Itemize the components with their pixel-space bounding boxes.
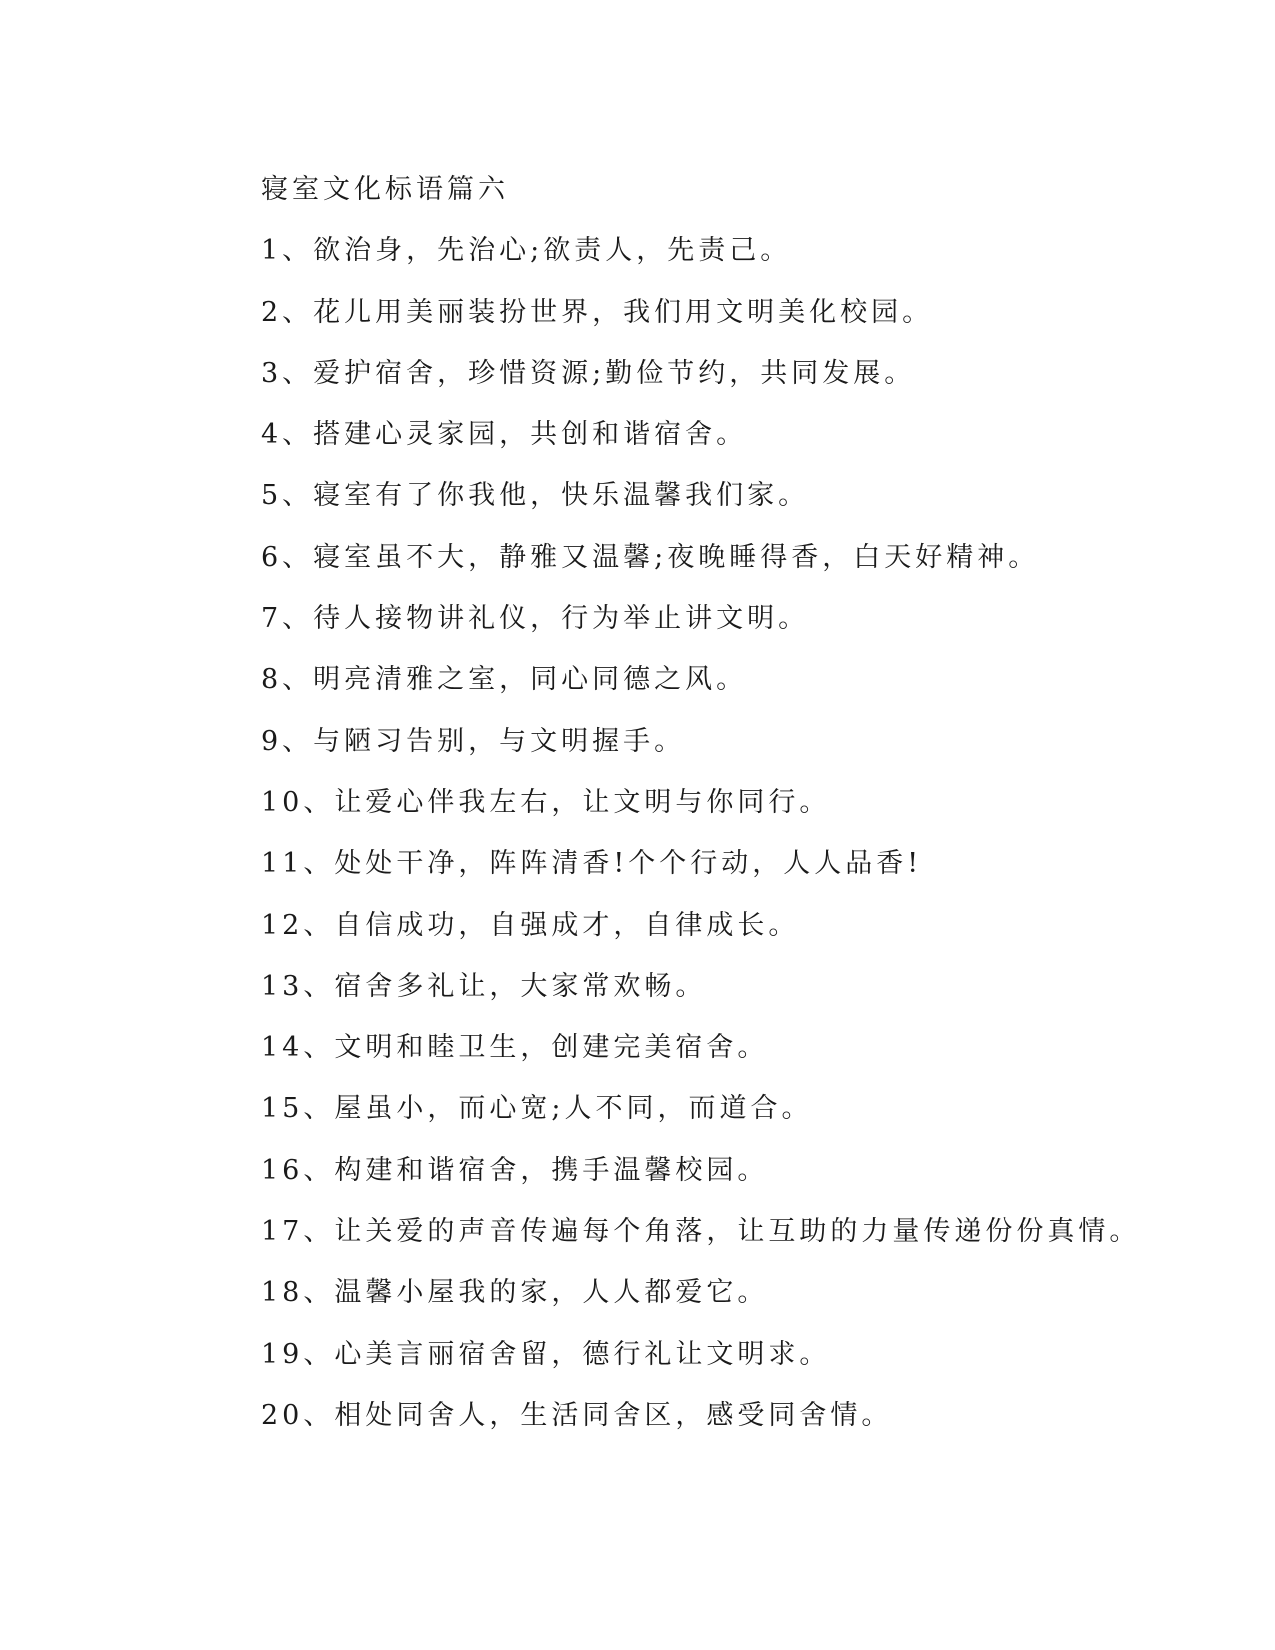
slogan-item: 13、宿舍多礼让，大家常欢畅。: [261, 970, 707, 1002]
slogan-item: 12、自信成功，自强成才，自律成长。: [261, 909, 800, 941]
slogan-item: 18、温馨小屋我的家，人人都爱它。: [261, 1277, 769, 1309]
slogan-item: 4、搭建心灵家园，共创和谐宿舍。: [261, 419, 748, 451]
slogan-item: 2、花儿用美丽装扮世界，我们用文明美化校园。: [261, 296, 934, 328]
slogan-item: 8、明亮清雅之室，同心同德之风。: [261, 664, 748, 696]
slogan-item: 1、欲治身，先治心;欲责人，先责己。: [261, 235, 792, 267]
slogan-item: 3、爱护宿舍，珍惜资源;勤俭节约，共同发展。: [261, 357, 916, 389]
slogan-item: 5、寝室有了你我他，快乐温馨我们家。: [261, 480, 810, 512]
document-title: 寝室文化标语篇六: [261, 174, 509, 205]
slogan-item: 20、相处同舍人，生活同舍区，感受同舍情。: [261, 1399, 893, 1431]
slogan-item: 10、让爱心伴我左右，让文明与你同行。: [261, 786, 831, 818]
slogan-item: 19、心美言丽宿舍留，德行礼让文明求。: [261, 1338, 831, 1370]
slogan-item: 9、与陋习告别，与文明握手。: [261, 725, 686, 757]
document-body: [261, 166, 1141, 1453]
slogan-item: 7、待人接物讲礼仪，行为举止讲文明。: [261, 603, 810, 635]
slogan-item: 16、构建和谐宿舍，携手温馨校园。: [261, 1154, 769, 1186]
slogan-item: 14、文明和睦卫生，创建完美宿舍。: [261, 1032, 769, 1064]
slogan-item: 15、屋虽小，而心宽;人不同，而道合。: [261, 1093, 813, 1125]
slogan-item: 17、让关爱的声音传遍每个角落，让互助的力量传递份份真情。: [261, 1216, 1141, 1248]
slogan-item: 6、寝室虽不大，静雅又温馨;夜晚睡得香，白天好精神。: [261, 541, 1040, 573]
slogan-item: 11、处处干净，阵阵清香!个个行动，人人品香!: [261, 848, 923, 880]
